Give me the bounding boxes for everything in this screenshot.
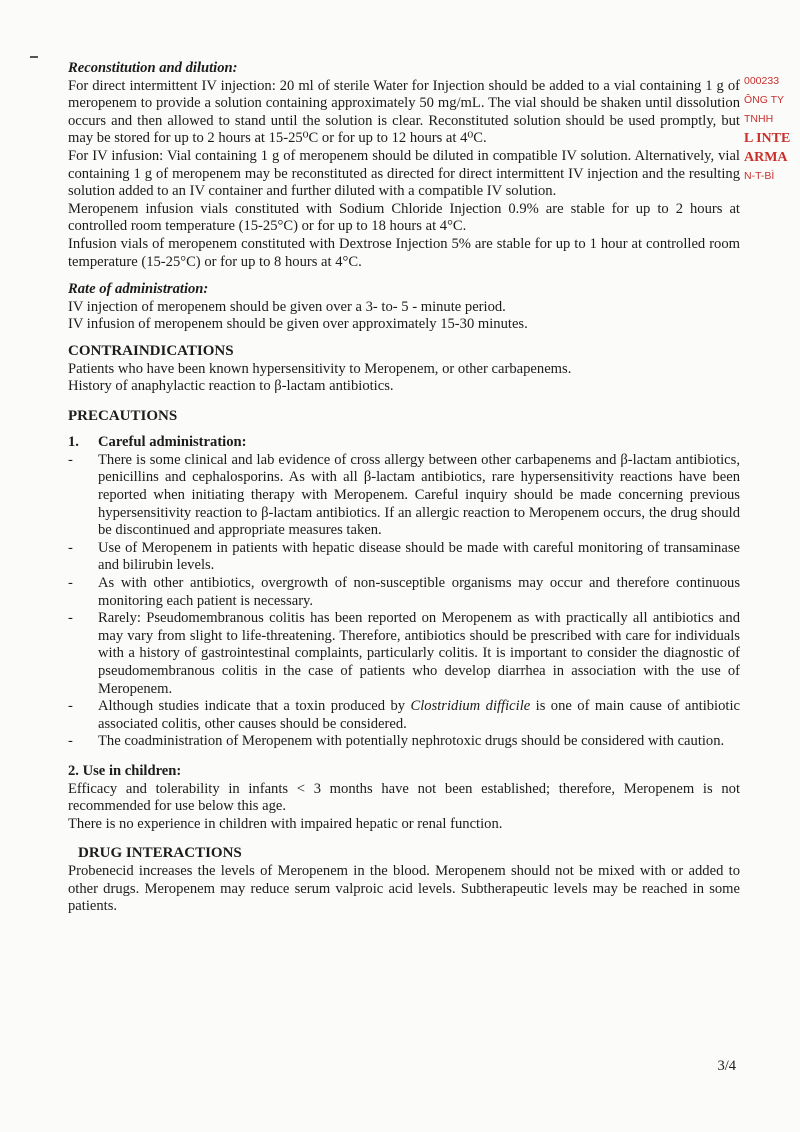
company-stamp xyxy=(744,72,800,202)
margin-mark xyxy=(30,56,38,58)
stamp-line: L INTE xyxy=(744,131,791,146)
document-page xyxy=(68,60,740,916)
drug-interactions-heading: DRUG INTERACTIONS xyxy=(78,845,242,862)
children-paragraph: Efficacy and tolerability in infants < 3 months have not been established; therefore, Meropenem is not recommended for use below this age. xyxy=(68,780,740,815)
list-item: - Use of Meropenem in patients with hepatic disease should be made with careful monitoring of transaminase and bilirubin levels. xyxy=(68,540,740,575)
stamp-line: N-T-BÌ xyxy=(744,170,775,182)
rate-paragraph: IV injection of meropenem should be given over a 3- to- 5 - minute period. xyxy=(68,298,506,315)
list-item: - There is some clinical and lab evidence of cross allergy between other carbapenems and β-lactam antibiotics, penicillins and cephalosporins. As with all β-lactam antibiotics, rare hypersensitivity reactions have been reported when initiating therapy with Meropenem. Careful inquiry should be made concerning previous hypersensitivity reaction to β-lactam antibiotics. If an allergic reaction to Meropenem occurs, the drug should be discontinued and appropriate measures taken. xyxy=(68,452,740,540)
interactions-paragraph: Probenecid increases the levels of Meropenem in the blood. Meropenem should not be mixed with or added to other drugs. Meropenem may reduce serum valproic acid levels. Subtherapeutic levels may be reached in some patients. xyxy=(68,862,740,915)
rate-paragraph: IV infusion of meropenem should be given over approximately 15-30 minutes. xyxy=(68,316,528,333)
page-number: 3/4 xyxy=(717,1058,736,1074)
clostridium-text-pre: Although studies indicate that a toxin produced by xyxy=(98,698,411,715)
clostridium-text-post: is one of main cause of antibiotic associated colitis, other causes should be considered. xyxy=(98,698,740,732)
reconstitution-paragraph: Meropenem infusion vials constituted with Sodium Chloride Injection 0.9% are stable for up to 2 hours at controlled room temperature (15-25°C) or for up to 18 hours at 4°C. xyxy=(68,200,740,235)
list-item: - Rarely: Pseudomembranous colitis has been reported on Meropenem as with practically all antibiotics and may vary from slight to life-threatening. Therefore, antibiotics should be prescribed with care for individuals with a history of gastrointestinal complaints, particularly colitis. It is important to consider the diagnostic of pseudomembranous colitis in the case of patients who develop diarrhea in association with the use of Meropenem. xyxy=(68,610,740,698)
children-paragraph: There is no experience in children with impaired hepatic or renal function. xyxy=(68,815,503,832)
careful-administration-heading xyxy=(68,434,740,452)
precautions-list xyxy=(68,452,740,751)
contraindications-paragraph: Patients who have been known hypersensitivity to Meropenem, or other carbapenems. xyxy=(68,360,572,377)
precautions-heading: PRECAUTIONS xyxy=(68,407,178,424)
reconstitution-paragraph: Infusion vials of meropenem constituted with Dextrose Injection 5% are stable for up to 1 hour at controlled room temperature (15-25°C) or for up to 8 hours at 4°C. xyxy=(68,235,740,270)
stamp-line: 000233 xyxy=(744,75,780,87)
stamp-line: ÔNG TY xyxy=(744,94,785,106)
contraindications-paragraph: History of anaphylactic reaction to β-lactam antibiotics. xyxy=(68,378,394,395)
reconstitution-paragraph: For direct intermittent IV injection: 20 ml of sterile Water for Injection should be added to a vial containing 1 g of meropenem to provide a solution containing approximately 50 mg/mL. The vial should be shaken until dissolution occurs and then allowed to stand until the solution is clear. Reconstituted solution should be used promptly, but may be stored for up to 2 hours at 15-25⁰C or for up to 12 hours at 4⁰C. xyxy=(68,77,740,147)
rate-heading: Rate of administration: xyxy=(68,281,209,298)
list-item xyxy=(68,698,740,733)
contraindications-heading: CONTRAINDICATIONS xyxy=(68,342,234,359)
stamp-line: ARMA xyxy=(744,150,788,165)
section-number: 1. xyxy=(68,434,79,451)
stamp-line: TNHH xyxy=(744,113,774,125)
section-title: Careful administration: xyxy=(98,434,247,451)
reconstitution-paragraph: For IV infusion: Vial containing 1 g of meropenem should be diluted in compatible IV solution. Alternatively, vial containing 1 g of meropenem may be reconstituted as directed for direct intermittent IV injection and the resulting solution added to an IV container and further diluted with a compatible IV solution. xyxy=(68,147,740,200)
use-in-children-heading: 2. Use in children: xyxy=(68,762,182,779)
clostridium-species: Clostridium difficile xyxy=(410,698,531,715)
list-item: - The coadministration of Meropenem with potentially nephrotoxic drugs should be considered with caution. xyxy=(68,733,740,751)
list-item: - As with other antibiotics, overgrowth of non-susceptible organisms may occur and therefore continuous monitoring each patient is necessary. xyxy=(68,575,740,610)
reconstitution-heading: Reconstitution and dilution: xyxy=(68,60,238,76)
